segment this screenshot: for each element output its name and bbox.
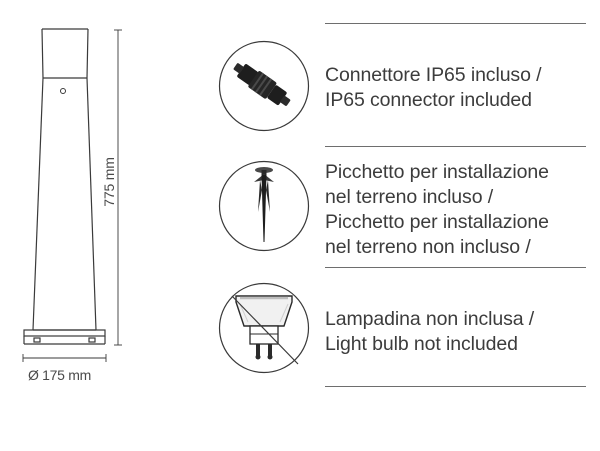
divider-2	[325, 146, 586, 147]
divider-top	[325, 23, 586, 24]
feature-connector-line-2: IP65 connector included	[325, 89, 532, 111]
feature-connector-line-1: Connettore IP65 incluso /	[325, 64, 542, 86]
feature-connector-text	[325, 63, 541, 113]
light-bulb-not-included-icon	[218, 282, 310, 374]
feature-bulb-line-1: Lampadina non inclusa /	[325, 308, 535, 330]
height-dimension-label: 775 mm	[101, 157, 117, 207]
ground-spike-icon	[218, 160, 310, 252]
feature-ground-spike-line-2: nel terreno incluso /	[325, 186, 494, 208]
feature-bulb-line-2: Light bulb not included	[325, 333, 518, 355]
diameter-dimension-label: Ø 175 mm	[28, 367, 91, 383]
bollard-technical-drawing	[0, 0, 160, 400]
feature-ground-spike-line-3: Picchetto per installazione	[325, 211, 549, 233]
bollard-drawing-icon	[0, 0, 160, 400]
divider-bottom	[325, 386, 586, 387]
feature-ground-spike-line-4: nel terreno non incluso /	[325, 236, 531, 258]
divider-3	[325, 267, 586, 268]
feature-bulb-text	[325, 307, 534, 357]
connector-icon	[218, 40, 310, 132]
feature-ground-spike-text	[325, 160, 549, 260]
feature-ground-spike-line-1: Picchetto per installazione	[325, 161, 549, 183]
